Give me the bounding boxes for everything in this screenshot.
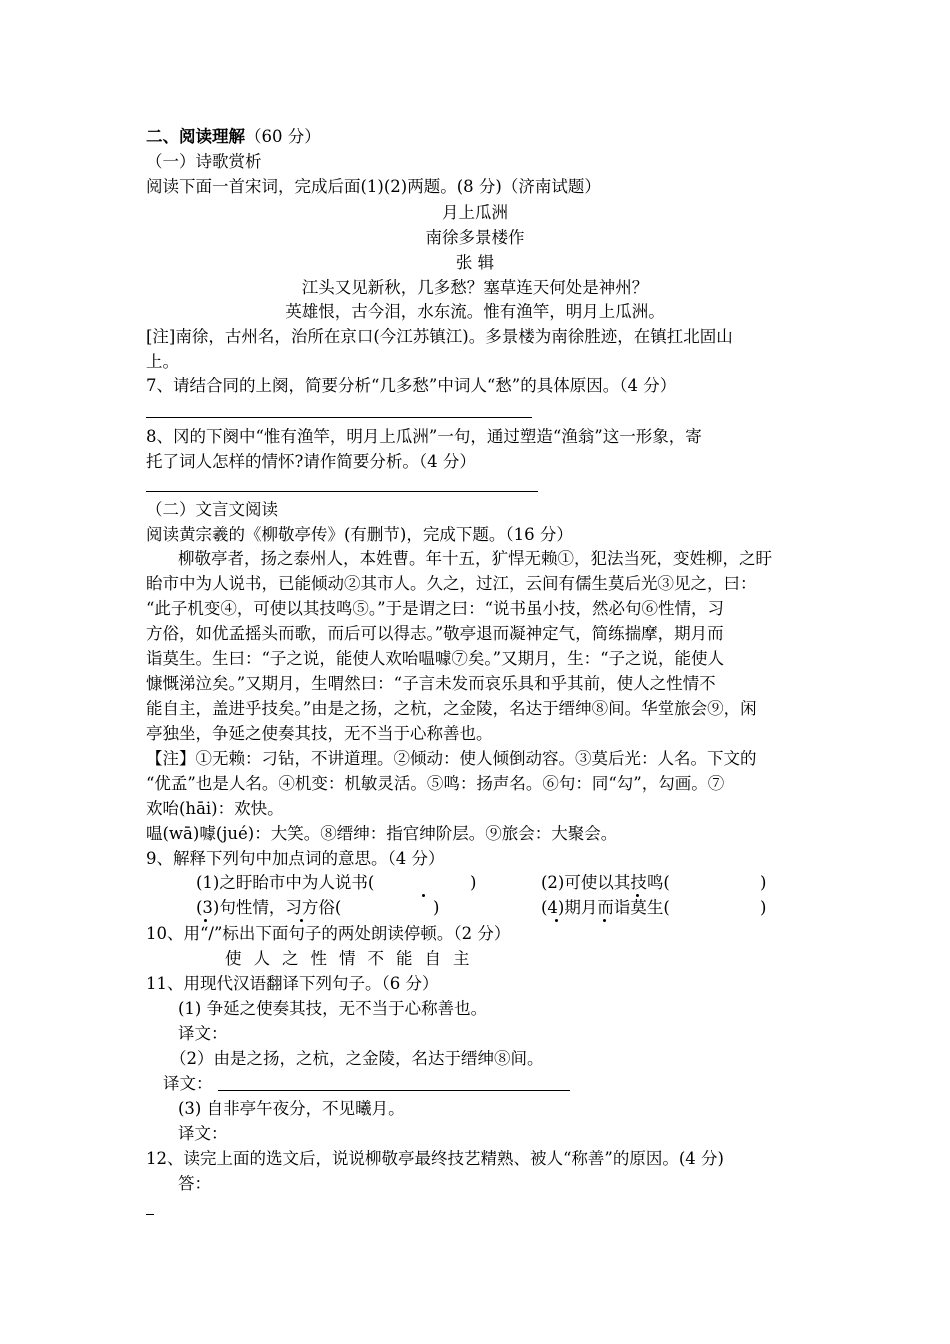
poem-line-2: 英雄恨，古今泪，水东流。惟有渔竿，明月上瓜洲。 bbox=[285, 302, 665, 321]
question-8-line-2: 托了词人怎样的情怀?请作简要分析。（4 分） bbox=[146, 452, 476, 471]
passage-line: 诣莫生。生曰：“子之说，能使人欢咍嗢噱⑦矣。”又期月，生：“子之说，能使人 bbox=[146, 649, 725, 668]
section-heading-score: （60 分） bbox=[245, 127, 321, 146]
q9-item-4-close: ) bbox=[760, 898, 767, 917]
translation-label: 译文： bbox=[178, 1124, 228, 1143]
poem-author: 张 辑 bbox=[455, 253, 495, 272]
poem-subtitle: 南徐多景楼作 bbox=[425, 228, 525, 247]
q9-item-2-close: ) bbox=[760, 873, 767, 892]
notes-line: 【注】①无赖：刁钻，不讲道理。②倾动：使人倾倒动容。③莫后光：人名。下文的 bbox=[146, 749, 757, 768]
translation-label: 译文： bbox=[178, 1024, 228, 1043]
answer-line-q8 bbox=[146, 491, 538, 492]
poem-note-line-1: [注]南徐，古州名，治所在京口(今江苏镇江)。多景楼为南徐胜迹，在镇扛北固山 bbox=[146, 327, 733, 346]
poem-note-line-2: 上。 bbox=[146, 352, 179, 371]
emphasis-dot bbox=[422, 894, 425, 897]
passage-line: “此子机变④，可使以其技鸣⑤。”于是谓之曰：“说书虽小技，然必句⑥性情，习 bbox=[146, 599, 725, 618]
classical-subheading: （二）文言文阅读 bbox=[146, 500, 278, 519]
emphasis-dot bbox=[555, 919, 558, 922]
translation-answer-line bbox=[218, 1090, 570, 1091]
q10-sentence: 使人之性情不能自主 bbox=[225, 949, 482, 968]
passage-line: 能自主，盖进乎技矣。”由是之扬，之杭，之金陵，名达于缙绅⑧间。华堂旅会⑨，闲 bbox=[146, 699, 757, 718]
notes-line: 嗢(wā)噱(jué)：大笑。⑧缙绅：指官绅阶层。⑨旅会：大聚会。 bbox=[146, 824, 618, 843]
answer-label: 答： bbox=[178, 1174, 211, 1193]
question-11: 11、用现代汉语翻译下列句子。（6 分） bbox=[146, 974, 439, 993]
passage-line: 眙市中为人说书，已能倾动②其市人。久之，过江，云间有儒生莫后光③见之，曰： bbox=[146, 574, 757, 593]
notes-line: “优孟”也是人名。④机变：机敏灵活。⑤鸣：扬声名。⑥句：同“勾”，勾画。⑦ bbox=[146, 774, 725, 793]
poetry-instruction: 阅读下面一首宋词，完成后面(1)(2)两题。(8 分)（济南试题） bbox=[146, 177, 601, 196]
question-10: 10、用“/”标出下面句子的两处朗读停顿。（2 分） bbox=[146, 924, 511, 943]
q11-item-3: (3) 自非亭午夜分，不见曦月。 bbox=[178, 1099, 405, 1118]
question-8-line-1: 8、冈的下阕中“惟有渔竿，明月上瓜洲”一句，通过塑造“渔翁”这一形象，寄 bbox=[146, 427, 702, 446]
classical-instruction: 阅读黄宗羲的《柳敬亭传》(有删节)，完成下题。（16 分） bbox=[146, 525, 573, 544]
poem-title: 月上瓜洲 bbox=[442, 203, 508, 222]
answer-line-q12 bbox=[146, 1214, 154, 1215]
notes-line: 欢咍(hāi)：欢快。 bbox=[146, 799, 284, 818]
section-heading bbox=[146, 125, 321, 149]
answer-line-q7 bbox=[146, 417, 532, 418]
emphasis-dot bbox=[603, 919, 606, 922]
q9-item-4: (4)期月而诣莫生( bbox=[541, 898, 670, 917]
q9-item-1-close: ) bbox=[470, 873, 477, 892]
passage-line: 亭独坐，争延之使奏其技，无不当于心称善也。 bbox=[146, 724, 493, 743]
passage-line: 柳敬亭者，扬之泰州人，本姓曹。年十五，犷悍无赖①，犯法当死，变姓柳，之盱 bbox=[178, 549, 772, 568]
translation-label: 译文： bbox=[163, 1074, 213, 1093]
passage-line: 慷慨涕泣矣。”又期月，生喟然曰：“子言未发而哀乐具和乎其前，使人之性情不 bbox=[146, 674, 716, 693]
poetry-subheading: （一）诗歌赏析 bbox=[146, 152, 262, 171]
q11-item-2: （2）由是之扬，之杭，之金陵，名达于缙绅⑧间。 bbox=[170, 1049, 544, 1068]
section-heading-title: 二、阅读理解 bbox=[146, 127, 245, 146]
q9-item-3-close: ) bbox=[433, 898, 440, 917]
question-9: 9、解释下列句中加点词的意思。（4 分） bbox=[146, 849, 445, 868]
q9-item-1: (1)之盱眙市中为人说书( bbox=[196, 873, 375, 892]
passage-line: 方俗，如优孟摇头而歌，而后可以得志。”敬亭退而凝神定气，简练揣摩，期月而 bbox=[146, 624, 724, 643]
question-12: 12、读完上面的选文后，说说柳敬亭最终技艺精熟、被人“称善”的原因。(4 分) bbox=[146, 1149, 724, 1168]
q9-item-2: (2)可使以其技鸣( bbox=[541, 873, 670, 892]
q11-item-1: (1) 争延之使奏其技，无不当于心称善也。 bbox=[178, 999, 488, 1018]
q9-item-3: (3)句性情，习方俗( bbox=[196, 898, 342, 917]
emphasis-dot bbox=[636, 894, 639, 897]
question-7: 7、请结合同的上阕，简要分析“几多愁”中词人“愁”的具体原因。（4 分） bbox=[146, 376, 677, 395]
poem-line-1: 江头又见新秋，几多愁？塞草连天何处是神州？ bbox=[301, 278, 649, 297]
